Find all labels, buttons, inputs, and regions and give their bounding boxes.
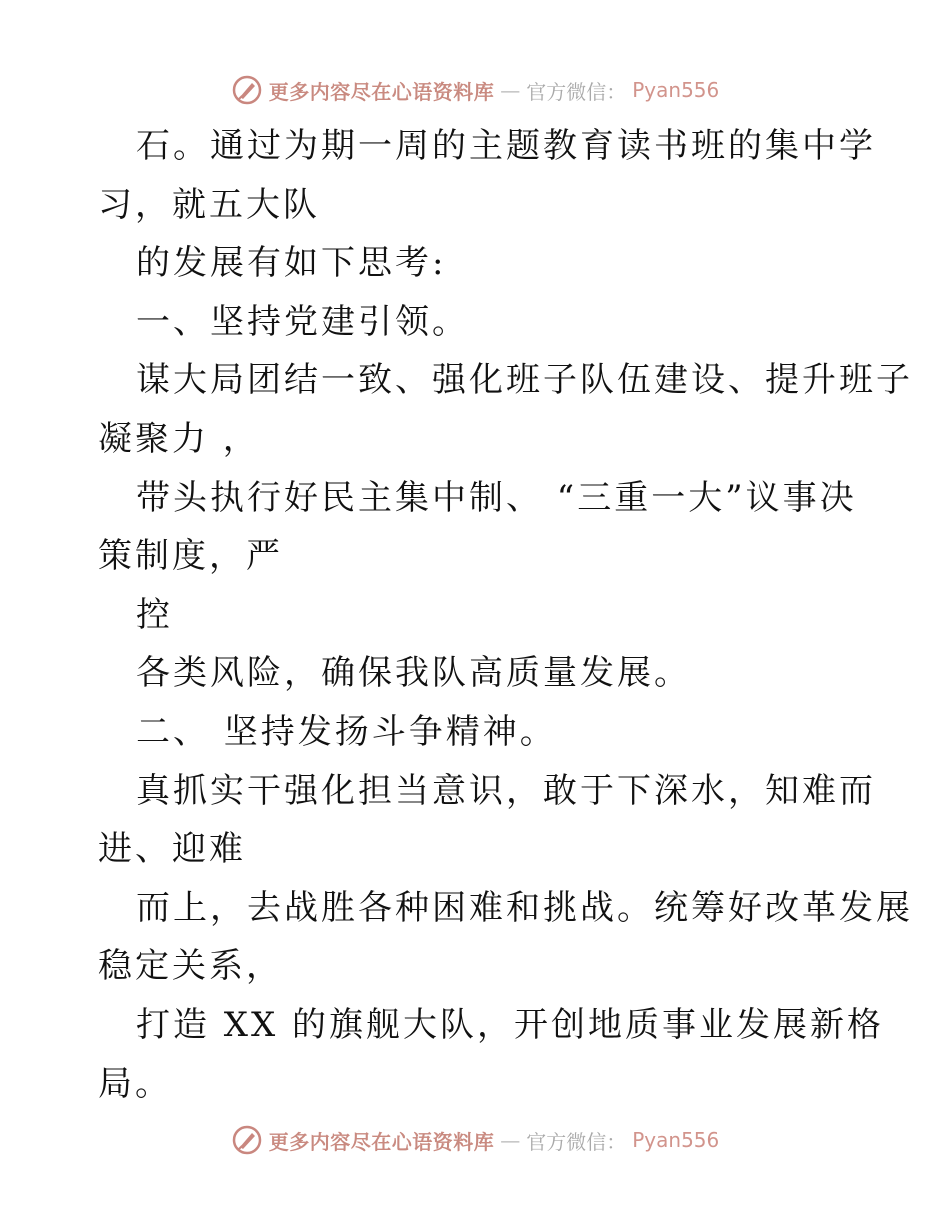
- watermark-label: 官方微信：: [526, 1129, 627, 1154]
- text-line: 而上，去战胜各种困难和挑战。统筹好改革发展: [136, 887, 913, 928]
- text-line: 稳定关系，: [98, 946, 283, 987]
- text-line: 习，就五大队: [98, 184, 320, 225]
- watermark-brand: 更多内容尽在心语资料库: [268, 1129, 495, 1154]
- text-line: 策制度，严: [98, 536, 283, 577]
- text-line: 控: [136, 594, 173, 635]
- text-line: 的发展有如下思考:: [136, 243, 447, 284]
- text-line: 一、坚持党建引领。: [136, 301, 469, 342]
- text-line: 二、 坚持发扬斗争精神。: [136, 711, 557, 752]
- text-line: 局。: [98, 1063, 172, 1104]
- watermark-separator: —: [500, 78, 521, 102]
- footer-watermark: [0, 1120, 950, 1160]
- header-watermark: [0, 70, 950, 110]
- text-line: 凝聚力 ，: [98, 418, 260, 459]
- watermark-account: Pyan556: [632, 1128, 720, 1152]
- text-line: 各类风险，确保我队高质量发展。: [136, 653, 691, 694]
- quill-logo-icon: [231, 1124, 263, 1156]
- watermark-separator: —: [500, 1128, 521, 1152]
- text-line: 打造 XX 的旗舰大队，开创地质事业发展新格: [136, 1004, 885, 1045]
- watermark-label: 官方微信：: [526, 79, 627, 104]
- text-line: 真抓实干强化担当意识，敢于下深水，知难而: [136, 770, 876, 811]
- watermark-account: Pyan556: [632, 78, 720, 102]
- document-body: [98, 117, 913, 1113]
- text-line: 石。通过为期一周的主题教育读书班的集中学: [136, 126, 876, 166]
- quill-logo-icon: [231, 74, 263, 106]
- text-line: 谋大局团结一致、强化班子队伍建设、提升班子: [136, 360, 913, 401]
- watermark-brand: 更多内容尽在心语资料库: [268, 79, 495, 104]
- text-line: 带头执行好民主集中制、 “三重一大”议事决: [136, 477, 857, 518]
- text-line: 进、迎难: [98, 829, 246, 870]
